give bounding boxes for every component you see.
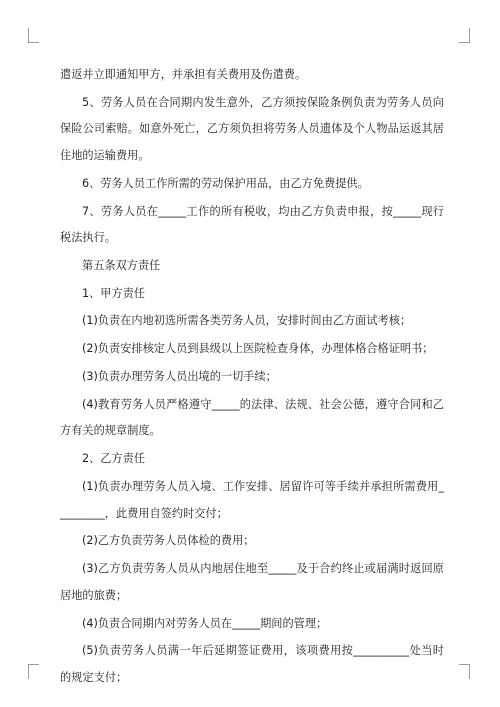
paragraph: 1、甲方责任 [82, 286, 146, 300]
paragraph: (1)负责在内地初选所需各类劳务人员，安排时间由乙方面试考核； [82, 314, 412, 328]
crop-mark-bottom-left [28, 664, 39, 679]
paragraph: (2)负责安排核定人员到县级以上医院检查身体，办理体格合格证明书； [82, 342, 434, 356]
document-body [60, 62, 444, 693]
paragraph: 5、劳务人员在合同期内发生意外，乙方须按保险条例负责为劳务人员向保险公司索赔。如意外死亡，乙方须负担将劳务人员遗体及个人物品运返其居住地的运输费用。 [60, 95, 444, 162]
paragraph: (2)乙方负责劳务人员体检的费用； [82, 534, 255, 548]
paragraph: (3)乙方负责劳务人员从内地居住地至_____及于合约终止或届满时返回原居地的旅费； [60, 562, 444, 602]
paragraph: (4)负责合同期内对劳务人员在_____期间的管理； [82, 616, 328, 630]
paragraph: 遣返并立即通知甲方，并承担有关费用及伤遣费。 [60, 68, 307, 81]
paragraph: (4)教育劳务人员严格遵守_____的法律、法规、社会公德，遵守合同和乙方有关的规章制度。 [60, 397, 444, 438]
paragraph: 6、劳务人员工作所需的劳动保护用品，由乙方免费提供。 [82, 176, 369, 190]
paragraph: 2、乙方责任 [82, 452, 146, 466]
paragraph: (5)负责劳务人员满一年后延期签证费用，该项费用按__________处当时的规定支付； [60, 644, 444, 684]
paragraph: 7、劳务人员在_____工作的所有税收，均由乙方负责申报，按_____现行税法执行。 [60, 204, 444, 245]
paragraph: (3)负责办理劳务人员出境的一切手续； [82, 370, 277, 384]
crop-mark-top-right [459, 28, 470, 43]
crop-mark-bottom-right [459, 664, 470, 679]
paragraph: (1)负责办理劳务人员入境、工作安排、居留许可等手续并承担所需费用_________，此费用自签约时交付； [60, 479, 444, 520]
paragraph: 第五条双方责任 [82, 258, 161, 272]
crop-mark-top-left [28, 28, 39, 43]
